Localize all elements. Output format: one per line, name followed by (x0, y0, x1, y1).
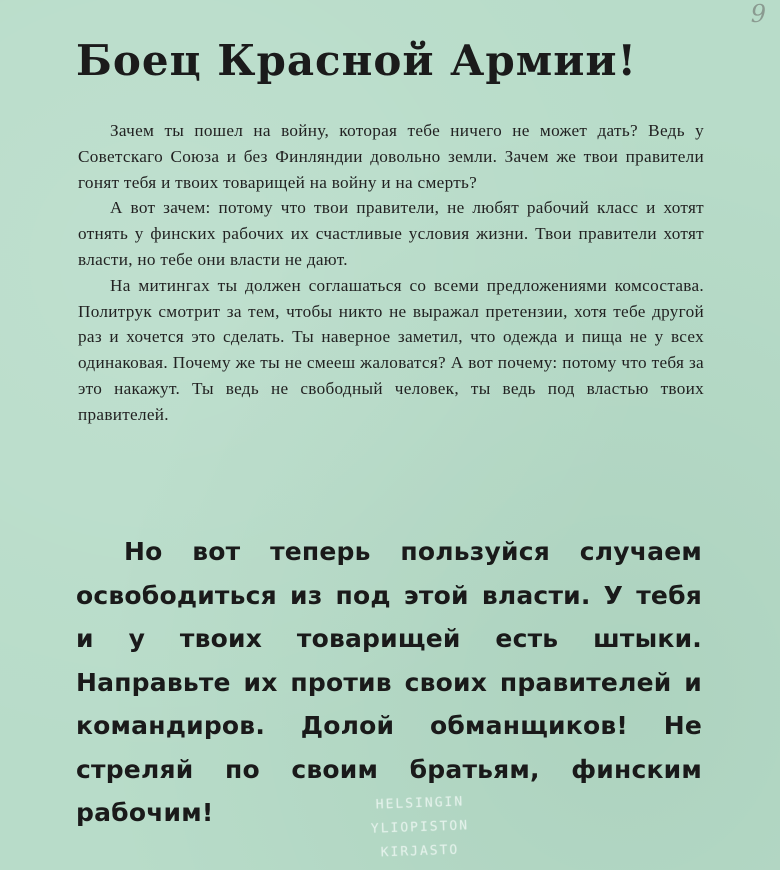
page-number: 9 (750, 0, 766, 28)
stamp-line: HELSINGIN (375, 794, 465, 813)
paragraph: На митингах ты должен соглашаться со всеми предложениями комсостава. Политрук смотрит за тем, чтобы никто не выражал претензии, хотя тебе другой раз и хочется это сделать. Ты наверное заметил, что одежда и пища не у всех одинаковая. Почему же ты не смееш жаловатся? А вот почему: потому что тебя за это накажут. Ты ведь не свободный человек, ты ведь под властью твоих правителей. (78, 275, 704, 424)
appeal-paragraph: Но вот теперь пользуйся случаем освободиться из под этой власти. У тебя и у твоих товарищей есть штыки. Направьте их против своих правителей и командиров. Долой обманщиков! Не стреляй по своим братьям, финским рабочим! (76, 537, 702, 827)
paragraph: А вот зачем: потому что твои правители, не любят рабочий класс и хотят отнять у финских рабочих их счастливые условия жизни. Твои правители хотят власти, но тебе они власти не дают. (78, 198, 704, 269)
body-text (78, 118, 704, 428)
headline: Боец Красной Армии! (76, 36, 637, 85)
stamp-line: YLIOPISTON (370, 818, 470, 837)
library-stamp (340, 792, 500, 866)
stamp-line: KIRJASTO (380, 842, 460, 861)
appeal-text (76, 530, 702, 835)
paragraph: Зачем ты пошел на войну, которая тебе ничего не может дать? Ведь у Советскаго Союза и без Финляндии довольно земли. Зачем же твои правители гонят тебя и твоих товарищей на войну и на смерть? (78, 121, 704, 192)
